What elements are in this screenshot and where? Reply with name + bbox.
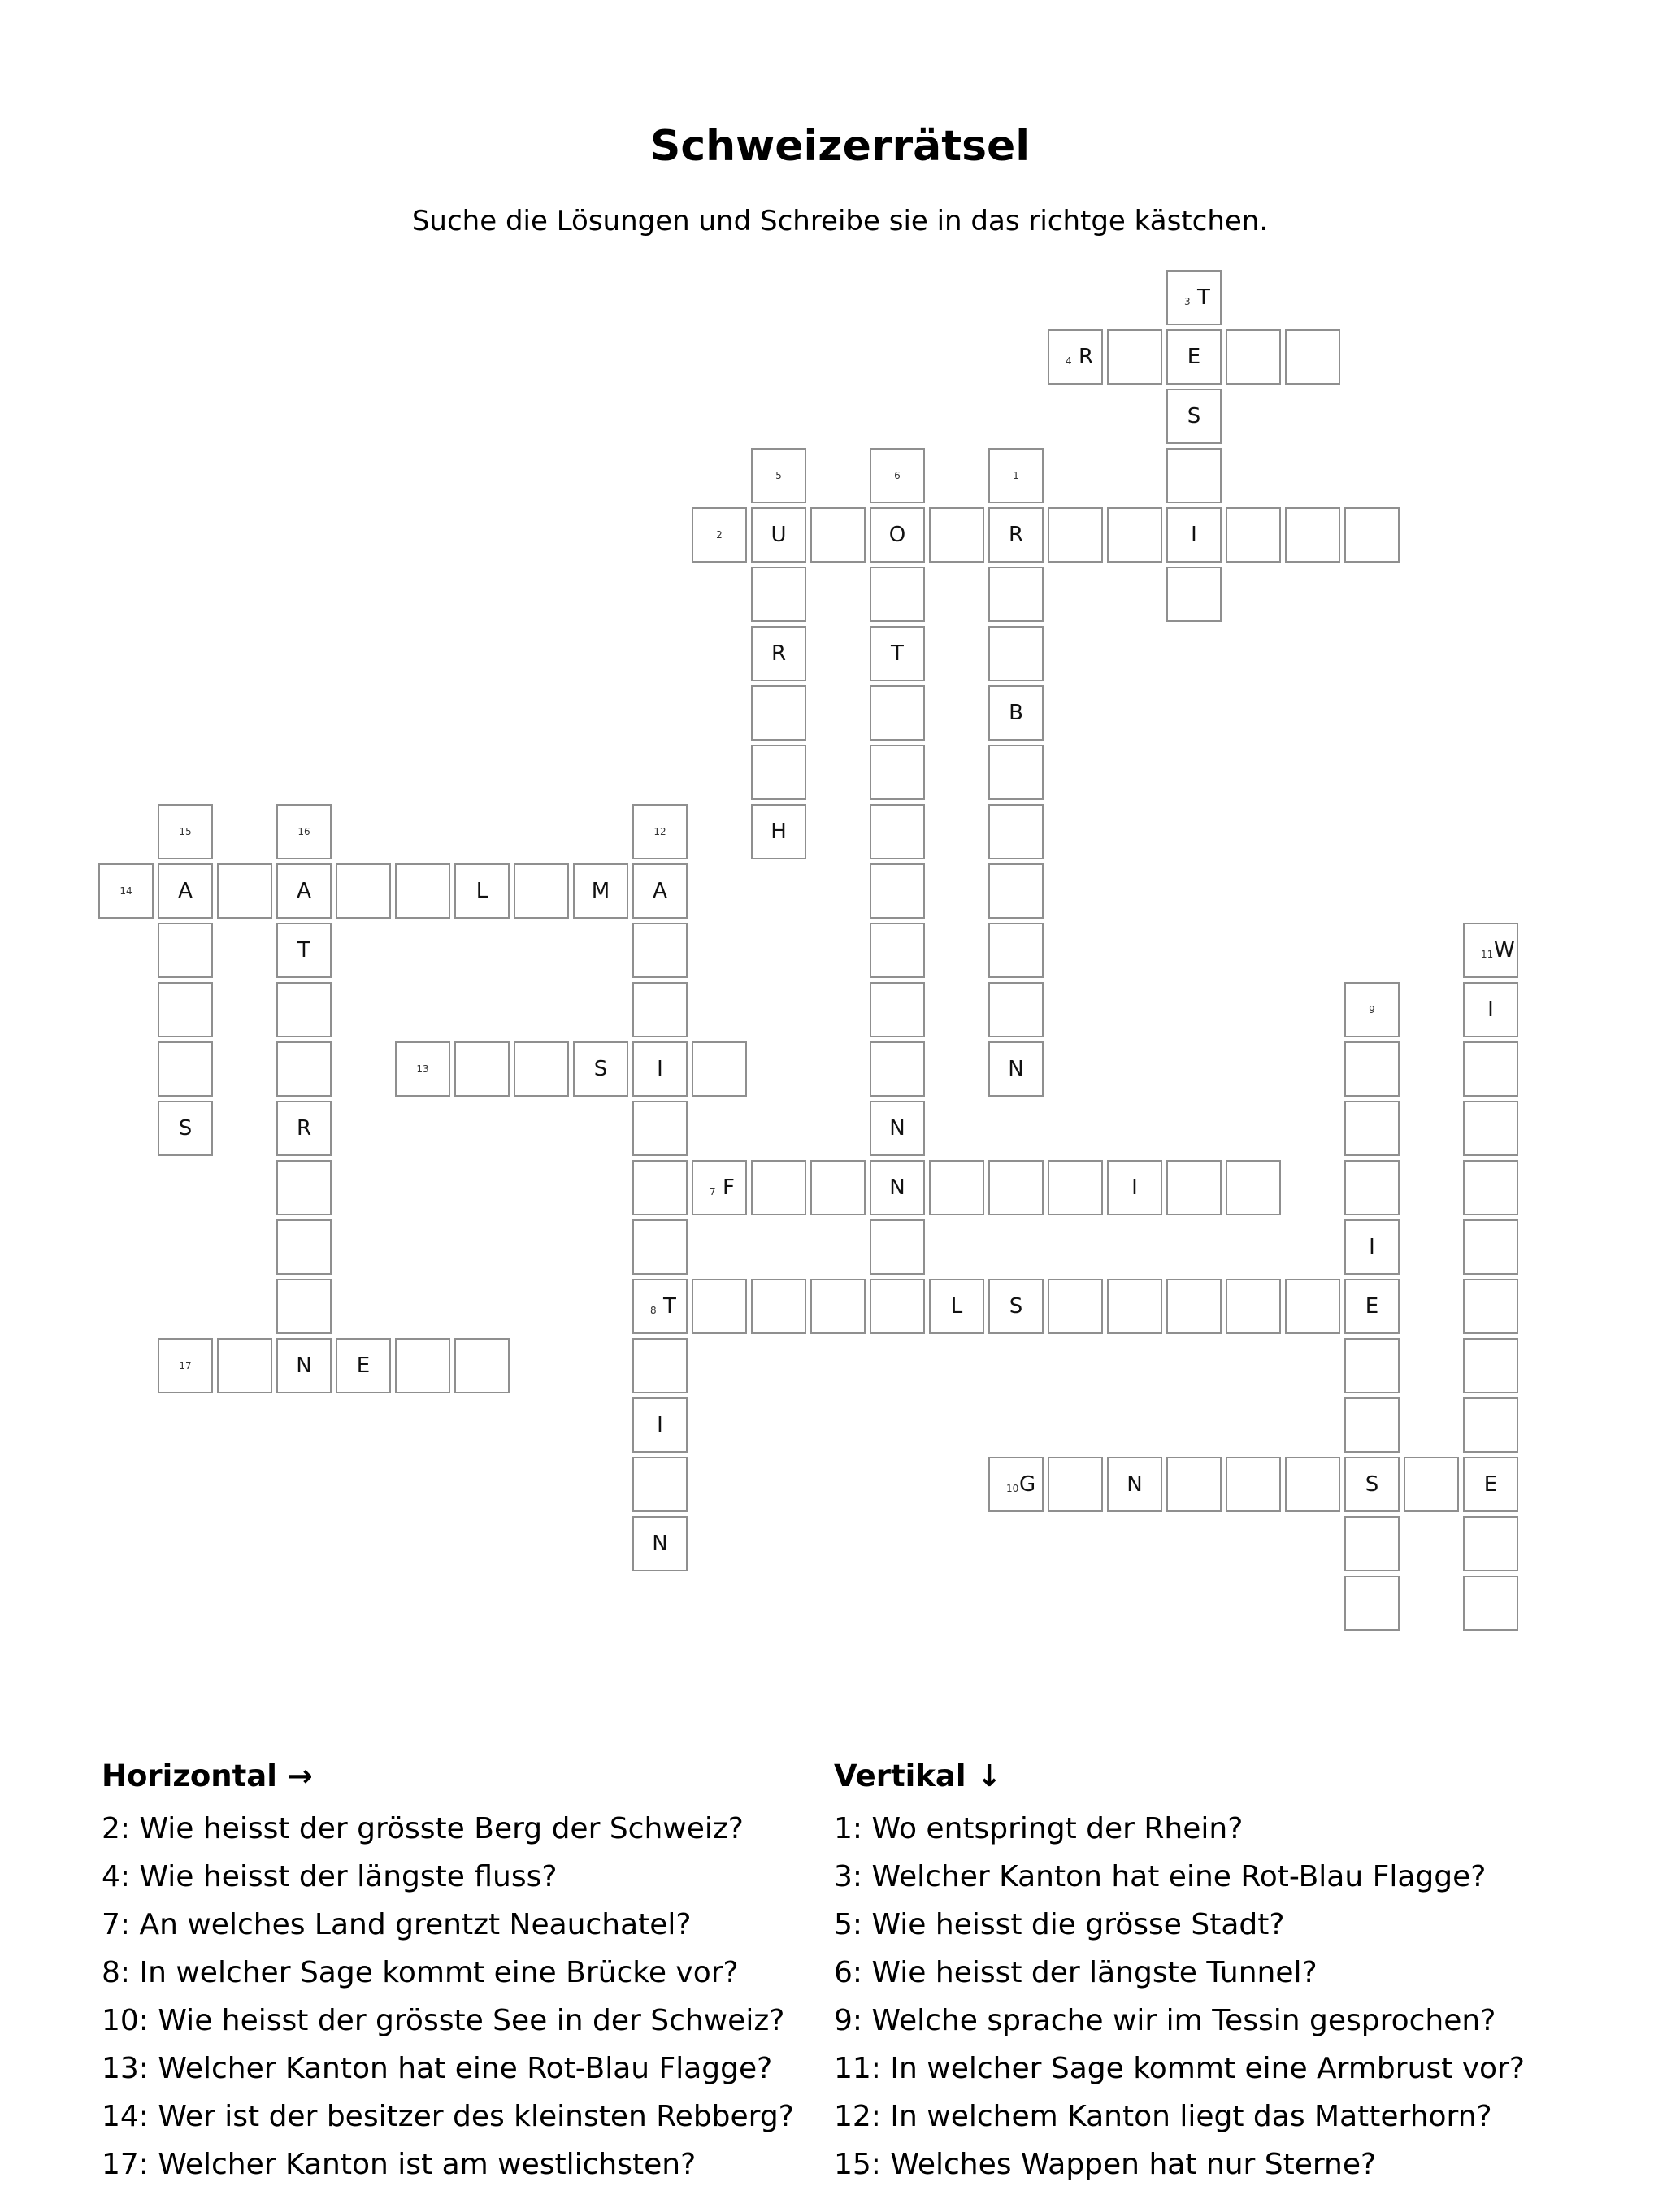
grid-cell[interactable] [276, 863, 332, 919]
clue-item: 13: Welcher Kanton hat eine Rot-Blau Flagge? [102, 2052, 773, 2085]
cell-letter: O [888, 523, 906, 547]
grid-cell[interactable] [276, 804, 332, 859]
grid-cell[interactable] [1048, 1457, 1103, 1512]
grid-cell[interactable] [1166, 1160, 1222, 1215]
grid-cell[interactable] [751, 804, 806, 859]
grid-cell[interactable] [454, 1338, 510, 1393]
clue-number: 5 [775, 470, 782, 481]
clue-number: 11 [1481, 949, 1494, 960]
cell-letter: R [771, 641, 787, 666]
grid-cell[interactable] [276, 1041, 332, 1097]
grid-cell[interactable] [988, 685, 1044, 741]
grid-cell[interactable] [573, 863, 628, 919]
cell-letter: E [1483, 1472, 1498, 1497]
grid-cell[interactable] [276, 1338, 332, 1393]
clue-number: 7 [710, 1186, 716, 1197]
grid-cell[interactable] [276, 923, 332, 978]
grid-cell[interactable] [1226, 1457, 1281, 1512]
grid-cell[interactable] [573, 1041, 628, 1097]
grid-cell[interactable] [988, 448, 1044, 503]
grid-cell[interactable] [988, 1041, 1044, 1097]
grid-cell[interactable] [988, 1160, 1044, 1215]
grid-cell[interactable] [988, 567, 1044, 622]
grid-cell[interactable] [632, 1457, 688, 1512]
grid-cell[interactable] [632, 1279, 688, 1334]
cell-letter: R [1008, 523, 1024, 547]
clue-item: 2: Wie heisst der grösste Berg der Schweiz? [102, 1812, 744, 1845]
grid-cell[interactable] [751, 567, 806, 622]
grid-cell[interactable] [870, 685, 925, 741]
grid-cell[interactable] [1285, 1457, 1340, 1512]
cell-letter: N [889, 1176, 905, 1200]
cell-letter: G [1019, 1472, 1036, 1497]
grid-cell[interactable] [1048, 329, 1103, 385]
grid-cell[interactable] [988, 1457, 1044, 1512]
cell-letter: S [593, 1057, 608, 1081]
grid-cell[interactable] [276, 982, 332, 1037]
grid-cell[interactable] [870, 1101, 925, 1156]
grid-cell[interactable] [1463, 1101, 1518, 1156]
grid-cell[interactable] [336, 863, 391, 919]
cell-letter: I [1131, 1176, 1138, 1200]
grid-cell[interactable] [1166, 389, 1222, 444]
grid-cell[interactable] [336, 1338, 391, 1393]
grid-cell[interactable] [1048, 1160, 1103, 1215]
grid-cell[interactable] [1463, 1041, 1518, 1097]
cell-letter: N [1127, 1472, 1143, 1497]
cell-letter: E [356, 1354, 371, 1378]
grid-cell[interactable] [692, 1279, 747, 1334]
cell-letter: S [1365, 1472, 1379, 1497]
grid-cell[interactable] [1048, 1279, 1103, 1334]
grid-cell[interactable] [810, 507, 866, 563]
clue-item: 10: Wie heisst der grösste See in der Schweiz? [102, 2004, 785, 2037]
clue-number: 9 [1369, 1004, 1375, 1015]
cell-letter: S [178, 1116, 193, 1141]
grid-cell[interactable] [1226, 507, 1281, 563]
grid-cell[interactable] [988, 626, 1044, 681]
cell-letter: T [1197, 285, 1210, 310]
cell-letter: A [178, 879, 193, 903]
grid-cell[interactable] [810, 1279, 866, 1334]
grid-cell[interactable] [276, 1219, 332, 1275]
grid-cell[interactable] [1463, 1338, 1518, 1393]
grid-cell[interactable] [217, 1338, 272, 1393]
grid-cell[interactable] [1107, 1279, 1162, 1334]
grid-cell[interactable] [1463, 1457, 1518, 1512]
grid-cell[interactable] [1344, 1397, 1400, 1453]
grid-cell[interactable] [988, 863, 1044, 919]
clue-item: 14: Wer ist der besitzer des kleinsten Rebberg? [102, 2100, 794, 2133]
grid-cell[interactable] [988, 923, 1044, 978]
grid-cell[interactable] [1166, 329, 1222, 385]
grid-cell[interactable] [158, 863, 213, 919]
cell-letter: N [296, 1354, 312, 1378]
grid-cell[interactable] [1344, 1101, 1400, 1156]
grid-cell[interactable] [632, 1041, 688, 1097]
grid-cell[interactable] [1463, 1219, 1518, 1275]
cell-letter: T [663, 1294, 676, 1319]
cell-letter: N [652, 1532, 668, 1556]
grid-cell[interactable] [1344, 1160, 1400, 1215]
grid-cell[interactable] [1344, 1219, 1400, 1275]
grid-cell[interactable] [1107, 507, 1162, 563]
grid-cell[interactable] [870, 1041, 925, 1097]
cell-letter: I [657, 1413, 663, 1437]
cell-letter: L [475, 879, 488, 903]
clue-item: 9: Welche sprache wir im Tessin gesprochen? [834, 2004, 1496, 2037]
grid-cell[interactable] [1463, 1397, 1518, 1453]
clue-number: 2 [716, 529, 723, 541]
cell-letter: R [296, 1116, 312, 1141]
grid-cell[interactable] [988, 745, 1044, 800]
grid-cell[interactable] [929, 1160, 984, 1215]
clue-number: 3 [1184, 296, 1191, 307]
grid-cell[interactable] [632, 1219, 688, 1275]
clue-number: 8 [650, 1305, 657, 1316]
grid-cell[interactable] [988, 982, 1044, 1037]
grid-cell[interactable] [929, 507, 984, 563]
grid-cell[interactable] [632, 1338, 688, 1393]
clue-number: 10 [1006, 1483, 1019, 1494]
grid-cell[interactable] [870, 1160, 925, 1215]
grid-cell[interactable] [870, 1219, 925, 1275]
grid-cell[interactable] [751, 1160, 806, 1215]
grid-cell[interactable] [810, 1160, 866, 1215]
cell-letter: M [591, 879, 610, 903]
clue-number: 13 [416, 1063, 429, 1075]
grid-cell[interactable] [870, 1279, 925, 1334]
grid-cell[interactable] [158, 1041, 213, 1097]
grid-cell[interactable] [751, 626, 806, 681]
grid-cell[interactable] [632, 982, 688, 1037]
grid-cell[interactable] [1107, 1160, 1162, 1215]
page-title: Schweizerrätsel [649, 122, 1031, 171]
vertical-clues [834, 1758, 1525, 2188]
grid-cell[interactable] [1404, 1457, 1459, 1512]
cell-letter: I [1487, 998, 1494, 1022]
grid-cell[interactable] [1226, 329, 1281, 385]
horizontal-heading: Horizontal → [102, 1758, 313, 1793]
grid-cell[interactable] [158, 1338, 213, 1393]
grid-cell[interactable] [158, 982, 213, 1037]
grid-cell[interactable] [870, 626, 925, 681]
grid-cell[interactable] [1107, 329, 1162, 385]
horizontal-clues [102, 1758, 794, 2188]
clue-item: 17: Welcher Kanton ist am westlichsten? [102, 2148, 697, 2181]
cell-letter: F [723, 1176, 735, 1200]
grid-cell[interactable] [514, 863, 569, 919]
cell-letter: E [1365, 1294, 1379, 1319]
grid-cell[interactable] [632, 923, 688, 978]
clue-item: 3: Welcher Kanton hat eine Rot-Blau Flagge? [834, 1860, 1487, 1893]
grid-cell[interactable] [395, 1338, 450, 1393]
cell-letter: H [771, 819, 787, 844]
grid-cell[interactable] [1344, 1576, 1400, 1631]
grid-cell[interactable] [632, 1101, 688, 1156]
grid-cell[interactable] [632, 1160, 688, 1215]
grid-cell[interactable] [1463, 1516, 1518, 1571]
grid-cell[interactable] [514, 1041, 569, 1097]
cell-letter: I [1369, 1235, 1375, 1259]
cell-letter: S [1009, 1294, 1023, 1319]
clue-number: 15 [179, 826, 192, 837]
grid-cell[interactable] [395, 863, 450, 919]
clue-number: 16 [297, 826, 310, 837]
cell-letter: N [889, 1116, 905, 1141]
grid-cell[interactable] [1463, 1576, 1518, 1631]
grid-cell[interactable] [1463, 982, 1518, 1037]
grid-cell[interactable] [988, 804, 1044, 859]
clue-item: 8: In welcher Sage kommt eine Brücke vor? [102, 1956, 739, 1989]
grid-cell[interactable] [276, 1101, 332, 1156]
grid-cell[interactable] [1166, 1457, 1222, 1512]
grid-cell[interactable] [1166, 567, 1222, 622]
grid-cell[interactable] [692, 507, 747, 563]
clue-number: 14 [119, 885, 132, 897]
grid-cell[interactable] [158, 923, 213, 978]
grid-cell[interactable] [870, 923, 925, 978]
grid-cell[interactable] [870, 507, 925, 563]
grid-cell[interactable] [929, 1279, 984, 1334]
grid-cell[interactable] [988, 1279, 1044, 1334]
grid-cell[interactable] [870, 863, 925, 919]
grid-cell[interactable] [870, 804, 925, 859]
grid-cell[interactable] [1166, 507, 1222, 563]
clue-number: 6 [894, 470, 901, 481]
clue-number: 4 [1066, 355, 1072, 367]
grid-cell[interactable] [1463, 923, 1518, 978]
grid-cell[interactable] [632, 1397, 688, 1453]
cell-letter: A [297, 879, 311, 903]
cell-letter: N [1008, 1057, 1024, 1081]
grid-cell[interactable] [1048, 507, 1103, 563]
grid-cell[interactable] [395, 1041, 450, 1097]
cell-letter: U [771, 523, 787, 547]
grid-cell[interactable] [1344, 1516, 1400, 1571]
grid-cell[interactable] [158, 1101, 213, 1156]
cell-letter: I [657, 1057, 663, 1081]
grid-cell[interactable] [1226, 1279, 1281, 1334]
clue-item: 4: Wie heisst der längste fluss? [102, 1860, 558, 1893]
cell-letter: L [950, 1294, 963, 1319]
grid-cell[interactable] [454, 1041, 510, 1097]
cell-letter: S [1187, 404, 1201, 428]
cell-letter: E [1187, 345, 1201, 369]
grid-cell[interactable] [1166, 1279, 1222, 1334]
grid-cell[interactable] [751, 1279, 806, 1334]
grid-cell[interactable] [632, 863, 688, 919]
grid-cell[interactable] [1166, 270, 1222, 325]
grid-cell[interactable] [276, 1160, 332, 1215]
clue-item: 5: Wie heisst die grösse Stadt? [834, 1908, 1285, 1941]
grid-cell[interactable] [988, 507, 1044, 563]
vertical-heading: Vertikal ↓ [834, 1758, 1002, 1793]
grid-cell[interactable] [870, 745, 925, 800]
grid-cell[interactable] [751, 745, 806, 800]
grid-cell[interactable] [1463, 1279, 1518, 1334]
grid-cell[interactable] [751, 685, 806, 741]
cell-letter: I [1191, 523, 1197, 547]
grid-cell[interactable] [158, 804, 213, 859]
cell-letter: T [297, 938, 310, 963]
grid-cell[interactable] [1344, 507, 1400, 563]
clue-item: 6: Wie heisst der längste Tunnel? [834, 1956, 1318, 1989]
cell-letter: B [1009, 701, 1023, 725]
grid-cell[interactable] [1344, 1338, 1400, 1393]
grid-cell[interactable] [870, 567, 925, 622]
grid-cell[interactable] [870, 982, 925, 1037]
cell-letter: W [1494, 938, 1515, 963]
grid-cell[interactable] [751, 507, 806, 563]
grid-cell[interactable] [632, 1516, 688, 1571]
clue-number: 17 [179, 1360, 192, 1371]
grid-cell[interactable] [1226, 1160, 1281, 1215]
grid-cell[interactable] [632, 804, 688, 859]
grid-cell[interactable] [1463, 1160, 1518, 1215]
clue-item: 11: In welcher Sage kommt eine Armbrust vor? [834, 2052, 1525, 2085]
grid-cell[interactable] [454, 863, 510, 919]
clue-item: 12: In welchem Kanton liegt das Matterhorn? [834, 2100, 1492, 2133]
grid-cell[interactable] [1285, 329, 1340, 385]
clue-item: 7: An welches Land grentzt Neauchatel? [102, 1908, 692, 1941]
clue-number: 1 [1013, 470, 1019, 481]
grid-cell[interactable] [1285, 1279, 1340, 1334]
clue-item: 1: Wo entspringt der Rhein? [834, 1812, 1244, 1845]
grid-cell[interactable] [1344, 982, 1400, 1037]
clue-item: 15: Welches Wappen hat nur Sterne? [834, 2148, 1377, 2181]
grid-cell[interactable] [1166, 448, 1222, 503]
grid-cell[interactable] [1344, 1041, 1400, 1097]
grid-cell[interactable] [276, 1279, 332, 1334]
grid-cell[interactable] [1107, 1457, 1162, 1512]
grid-cell[interactable] [217, 863, 272, 919]
clue-number: 12 [653, 826, 666, 837]
grid-cell[interactable] [1285, 507, 1340, 563]
cell-letter: R [1079, 345, 1094, 369]
grid-cell[interactable] [1344, 1457, 1400, 1512]
grid-cell[interactable] [692, 1160, 747, 1215]
cell-letter: T [891, 641, 904, 666]
grid-cell[interactable] [98, 863, 154, 919]
cell-letter: A [653, 879, 667, 903]
instructions: Suche die Lösungen und Schreibe sie in das richtge kästchen. [411, 205, 1269, 237]
grid-cell[interactable] [751, 448, 806, 503]
grid-cell[interactable] [692, 1041, 747, 1097]
grid-cell[interactable] [1344, 1279, 1400, 1334]
grid-cell[interactable] [870, 448, 925, 503]
